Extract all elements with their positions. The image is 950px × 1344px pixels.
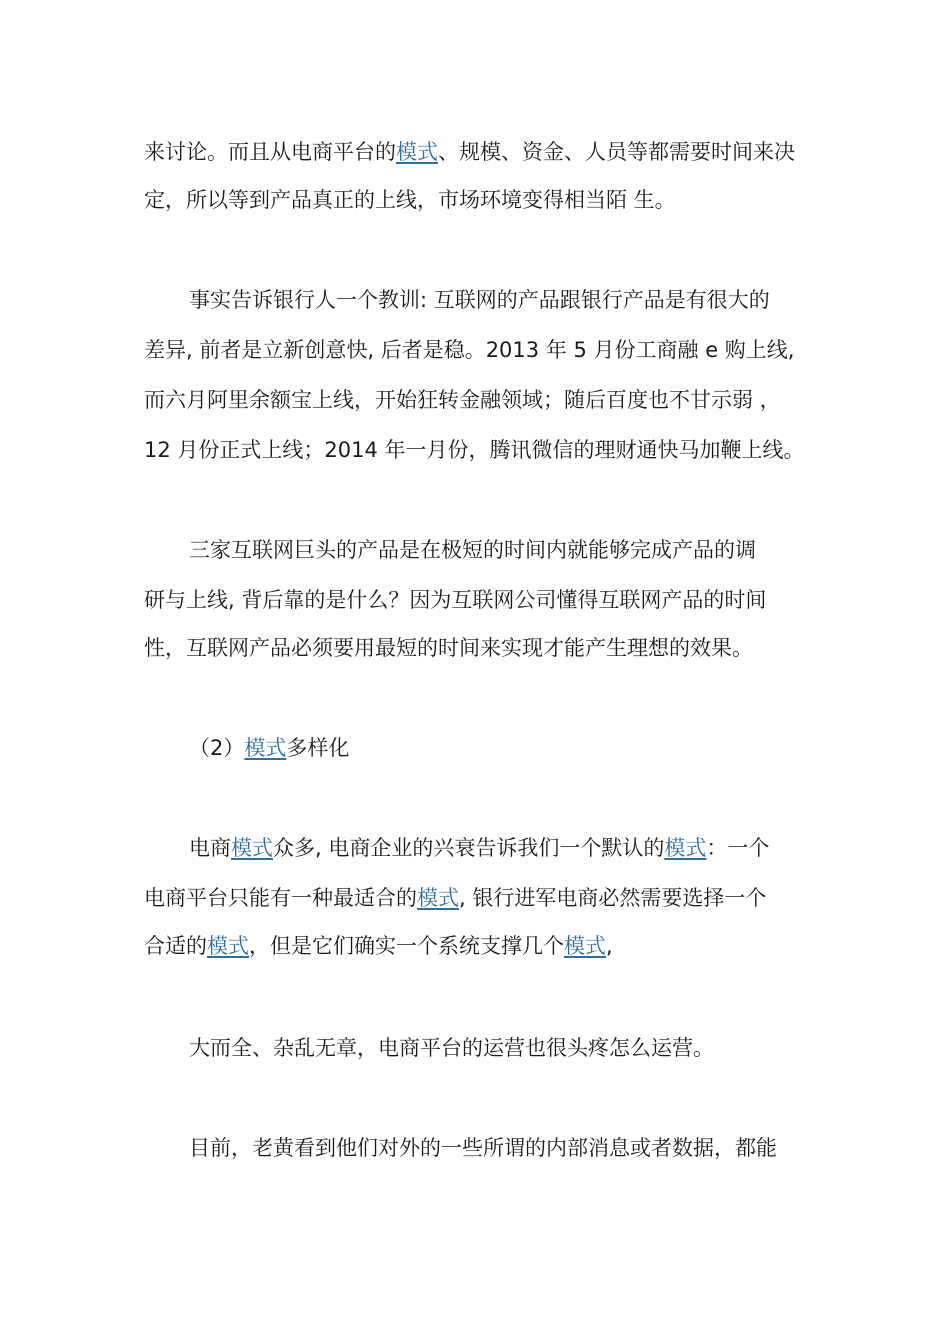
mode-link[interactable]: 模式 [244,736,287,760]
paragraph-4-line-3 [144,932,613,960]
heading-number: （2） [189,736,245,760]
mode-link[interactable]: 模式 [396,140,438,164]
heading-text: 多样化 [286,736,350,760]
paragraph-2-line-3: 而六月阿里余额宝上线，开始狂转金融领域；随后百度也不甘示弱 ， [144,388,781,412]
paragraph-1-line-2: 定，所以等到产品真正的上线，市场环境变得相当陌 生。 [144,188,676,212]
text-segment: 电商平台只能有一种最适合的 [144,886,417,910]
paragraph-4-line-2 [144,884,766,912]
paragraph-3-line-1: 三家互联网巨头的产品是在极短的时间内就能够完成产品的调 [189,538,756,562]
paragraph-4-line-1 [189,834,769,862]
section-heading [189,734,349,762]
text-segment: ：一个 [706,836,770,860]
mode-link[interactable]: 模式 [664,836,707,860]
text-segment: ，但是它们确实一个系统支撑几个 [249,934,564,958]
text-segment: 电商 [189,836,231,860]
mode-link[interactable]: 模式 [207,934,249,958]
text-segment: , [606,934,613,958]
paragraph-1-line-1 [144,138,795,166]
paragraph-3-line-2: 研与上线, 背后靠的是什么？因为互联网公司懂得互联网产品的时间 [144,588,767,612]
paragraph-2-line-1: 事实告诉银行人一个教训: 互联网的产品跟银行产品是有很大的 [189,288,770,312]
text-segment: 、规模、资金、人员等都需要时间来决 [438,140,795,164]
paragraph-3-line-3: 性，互联网产品必须要用最短的时间来实现才能产生理想的效果。 [144,636,753,660]
mode-link[interactable]: 模式 [417,886,459,910]
mode-link[interactable]: 模式 [231,836,273,860]
paragraph-2-line-2: 差异, 前者是立新创意快, 后者是稳。2013 年 5 月份工商融 e 购上线, [144,338,795,362]
text-segment: 合适的 [144,934,207,958]
paragraph-5-line-1: 大而全、杂乱无章，电商平台的运营也很头疼怎么运营。 [189,1036,714,1060]
paragraph-2-line-4: 12 月份正式上线；2014 年一月份，腾讯微信的理财通快马加鞭上线。 [144,438,805,462]
mode-link[interactable]: 模式 [564,934,606,958]
text-segment: , 银行进军电商必然需要选择一个 [459,886,767,910]
paragraph-6-line-1: 目前，老黄看到他们对外的一些所谓的内部消息或者数据，都能 [189,1136,777,1160]
text-segment: 来讨论。而且从电商平台的 [144,140,396,164]
text-segment: 众多, 电商企业的兴衰告诉我们一个默认的 [273,836,665,860]
